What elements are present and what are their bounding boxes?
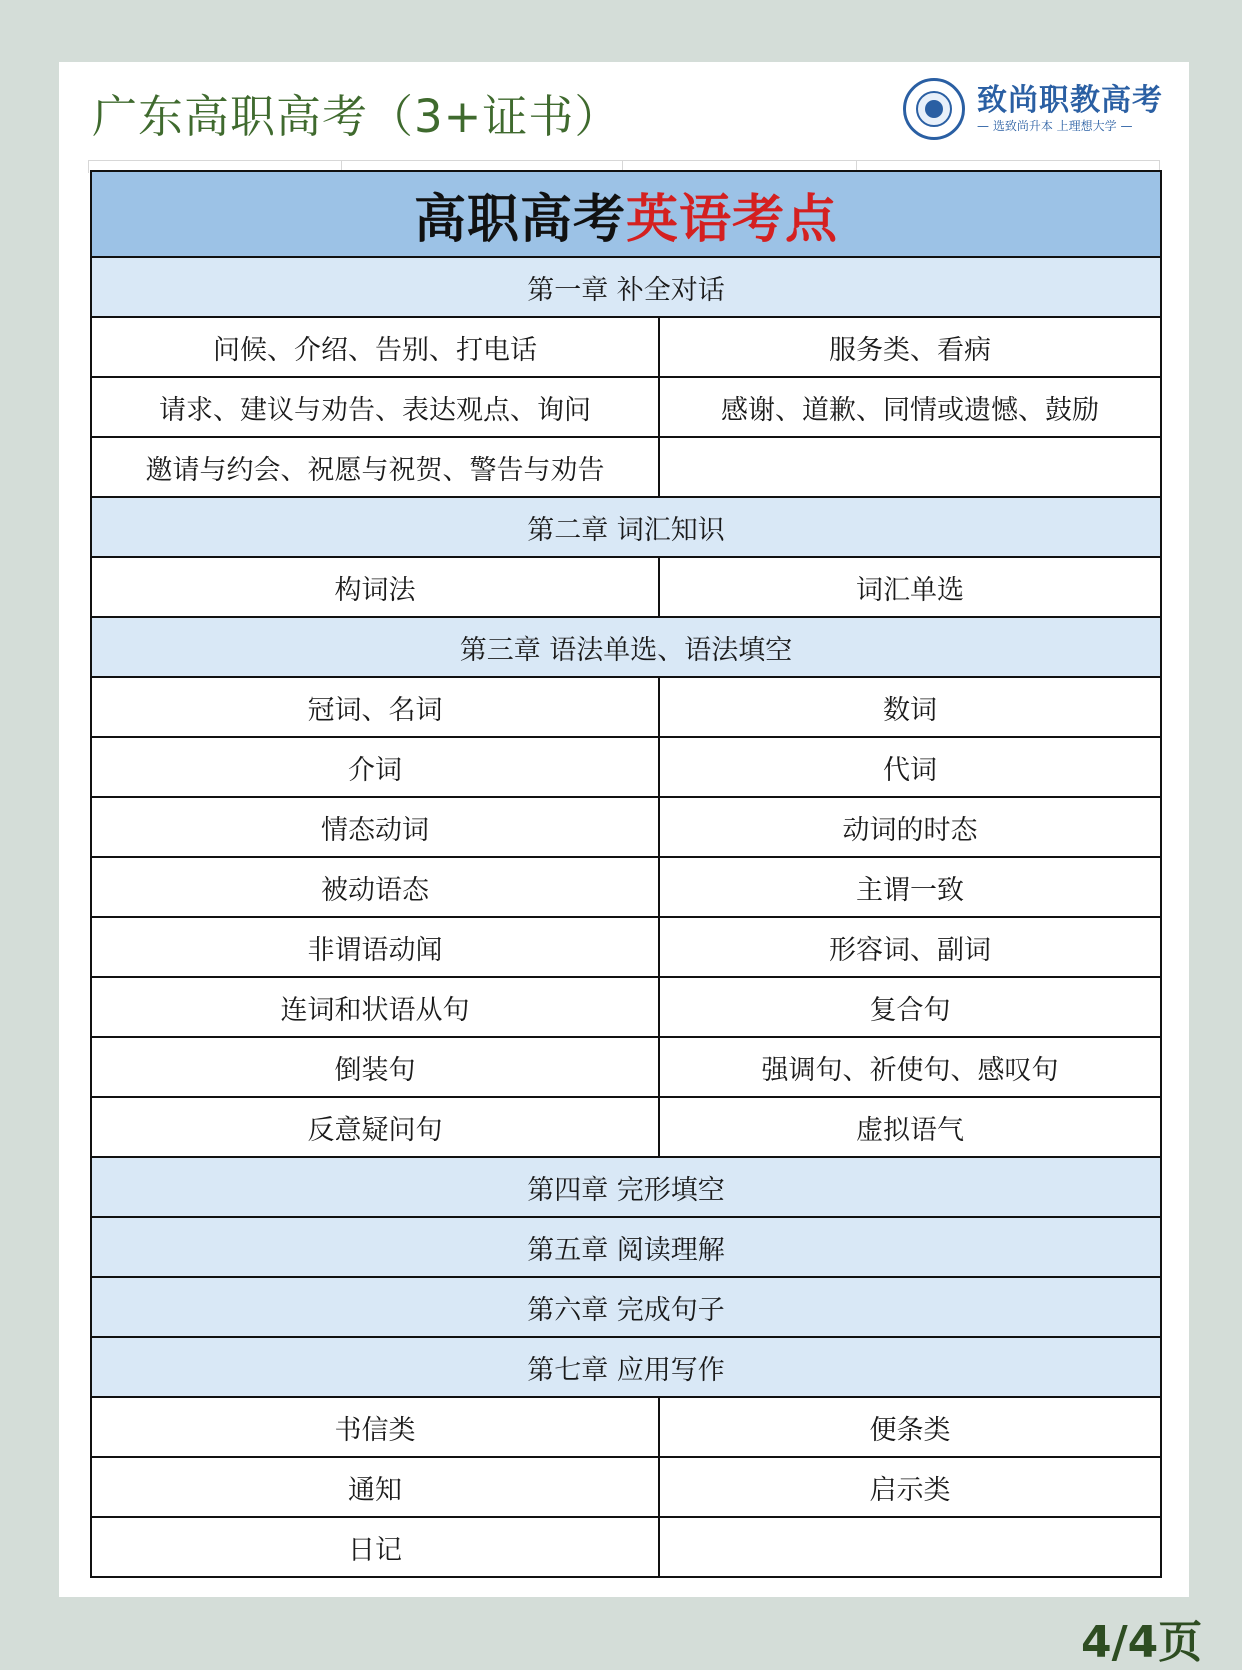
topic-cell-left: 请求、建议与劝告、表达观点、询问 — [91, 377, 659, 437]
topic-cell-right: 虚拟语气 — [659, 1097, 1161, 1157]
topic-cell-right: 代词 — [659, 737, 1161, 797]
topic-cell-left: 通知 — [91, 1457, 659, 1517]
table-row — [91, 737, 1161, 797]
table-title-row — [91, 171, 1161, 257]
header-title: 广东高职高考（3+证书） — [92, 90, 621, 143]
table-row — [91, 917, 1161, 977]
chapter-row — [91, 1217, 1161, 1277]
topic-cell-right: 动词的时态 — [659, 797, 1161, 857]
chapter-heading: 第六章 完成句子 — [91, 1277, 1161, 1337]
topic-cell-right: 启示类 — [659, 1457, 1161, 1517]
table-row — [91, 677, 1161, 737]
logo-slogan: — 选致尚升本 上理想大学 — — [977, 119, 1133, 133]
chapter-row — [91, 257, 1161, 317]
chapter-row — [91, 617, 1161, 677]
topic-cell-left: 反意疑问句 — [91, 1097, 659, 1157]
topic-cell-right: 数词 — [659, 677, 1161, 737]
topic-cell-left: 情态动词 — [91, 797, 659, 857]
seal-icon — [903, 78, 965, 140]
chapter-heading: 第四章 完形填空 — [91, 1157, 1161, 1217]
chapter-heading: 第三章 语法单选、语法填空 — [91, 617, 1161, 677]
topic-cell-left: 非谓语动闻 — [91, 917, 659, 977]
topic-cell-right — [659, 437, 1161, 497]
topic-cell-right: 形容词、副词 — [659, 917, 1161, 977]
page-number: 4/4页 — [1081, 1617, 1203, 1668]
brand-logo — [903, 76, 1163, 142]
topic-cell-left: 介词 — [91, 737, 659, 797]
logo-text — [977, 84, 1163, 134]
table-row — [91, 1517, 1161, 1577]
table-row — [91, 1097, 1161, 1157]
chapter-heading: 第一章 补全对话 — [91, 257, 1161, 317]
topic-cell-left: 连词和状语从句 — [91, 977, 659, 1037]
chapter-row — [91, 497, 1161, 557]
chapter-heading: 第七章 应用写作 — [91, 1337, 1161, 1397]
topic-cell-left: 书信类 — [91, 1397, 659, 1457]
table-row — [91, 1397, 1161, 1457]
topic-cell-right — [659, 1517, 1161, 1577]
table-row — [91, 1457, 1161, 1517]
chapter-heading: 第五章 阅读理解 — [91, 1217, 1161, 1277]
topic-cell-left: 冠词、名词 — [91, 677, 659, 737]
topic-cell-right: 服务类、看病 — [659, 317, 1161, 377]
chapter-row — [91, 1337, 1161, 1397]
topic-cell-right: 强调句、祈使句、感叹句 — [659, 1037, 1161, 1097]
topic-cell-left: 被动语态 — [91, 857, 659, 917]
topic-cell-right: 感谢、道歉、同情或遗憾、鼓励 — [659, 377, 1161, 437]
topic-cell-right: 便条类 — [659, 1397, 1161, 1457]
logo-name: 致尚职教高考 — [977, 83, 1163, 118]
chapter-row — [91, 1277, 1161, 1337]
table-row — [91, 977, 1161, 1037]
topic-cell-right: 词汇单选 — [659, 557, 1161, 617]
table-row — [91, 377, 1161, 437]
table-row — [91, 857, 1161, 917]
topic-cell-left: 问候、介绍、告别、打电话 — [91, 317, 659, 377]
topic-cell-right: 复合句 — [659, 977, 1161, 1037]
table-title-part1: 高职高考 — [413, 189, 626, 250]
table-row — [91, 1037, 1161, 1097]
table-row — [91, 437, 1161, 497]
topic-cell-left: 日记 — [91, 1517, 659, 1577]
chapter-heading: 第二章 词汇知识 — [91, 497, 1161, 557]
topic-cell-left: 构词法 — [91, 557, 659, 617]
table-row — [91, 797, 1161, 857]
topic-cell-right: 主谓一致 — [659, 857, 1161, 917]
english-topics-table — [90, 170, 1162, 1578]
table-row — [91, 557, 1161, 617]
topic-cell-left: 邀请与约会、祝愿与祝贺、警告与劝告 — [91, 437, 659, 497]
table-title-part2: 英语考点 — [626, 189, 839, 250]
table-title — [91, 171, 1161, 257]
table-row — [91, 317, 1161, 377]
topic-cell-left: 倒装句 — [91, 1037, 659, 1097]
chapter-row — [91, 1157, 1161, 1217]
